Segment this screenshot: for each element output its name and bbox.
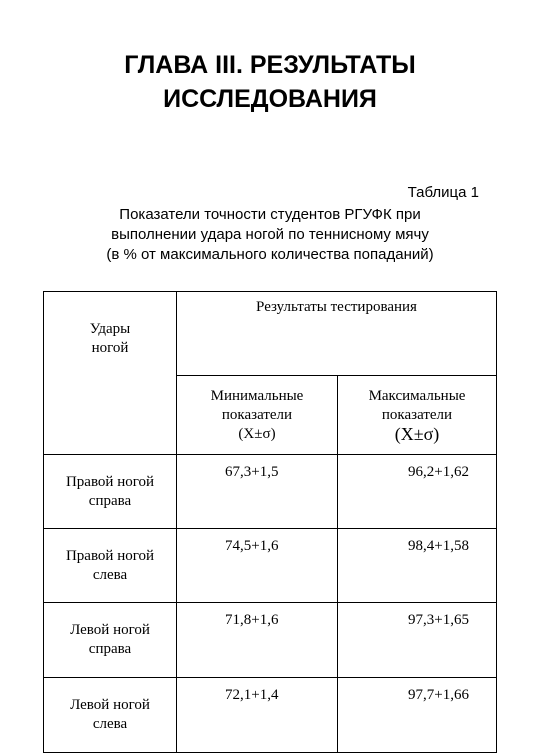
- header-min-line3: (Х±σ): [238, 425, 276, 442]
- table-row: [44, 678, 497, 753]
- table-caption: [60, 205, 480, 265]
- table-caption-line1: Показатели точности студентов РГУФК при: [119, 206, 421, 223]
- row-label-line1: Правой ногой: [65, 473, 155, 490]
- table-caption-line3: (в % от максимального количества попаданий): [106, 246, 434, 263]
- row-label-line1: Правой ногой: [65, 547, 155, 564]
- row-label: [44, 529, 177, 603]
- cell-min: 74,5+1,6: [177, 529, 338, 603]
- cell-max: 98,4+1,58: [338, 529, 497, 603]
- cell-max: 97,7+1,66: [338, 678, 497, 753]
- cell-min: 71,8+1,6: [177, 603, 338, 678]
- row-label-line2: слева: [92, 566, 128, 583]
- cell-min: 67,3+1,5: [177, 455, 338, 529]
- row-label-line1: Левой ногой: [70, 697, 150, 713]
- header-min-line1: Минимальные: [210, 387, 304, 404]
- header-min-line2: показатели: [221, 406, 293, 423]
- table-row: [44, 603, 497, 678]
- chapter-title-line1: ГЛАВА III. РЕЗУЛЬТАТЫ: [124, 51, 416, 79]
- row-label: [44, 678, 177, 753]
- row-label-line2: справа: [88, 492, 132, 509]
- header-udary-line2: ногой: [91, 340, 129, 356]
- header-results: Результаты тестирования: [177, 292, 497, 376]
- table-caption-line2: выполнении удара ногой по теннисному мячу: [111, 226, 429, 243]
- header-min: [177, 376, 338, 455]
- cell-max: 97,3+1,65: [338, 603, 497, 678]
- table-row: [44, 455, 497, 529]
- row-label: [44, 603, 177, 678]
- row-label: [44, 455, 177, 529]
- row-label-line2: слева: [92, 716, 128, 732]
- row-label-line2: справа: [88, 641, 132, 657]
- header-max: [338, 376, 497, 455]
- results-table: [43, 291, 497, 753]
- header-max-line1: Максимальные: [368, 387, 466, 404]
- chapter-title-line2: ИССЛЕДОВАНИЯ: [163, 85, 377, 113]
- header-udary: [44, 292, 177, 455]
- header-udary-line1: Удары: [89, 321, 131, 337]
- chapter-title: [0, 48, 540, 116]
- cell-max: 96,2+1,62: [338, 455, 497, 529]
- cell-min: 72,1+1,4: [177, 678, 338, 753]
- row-label-line1: Левой ногой: [70, 622, 150, 638]
- header-max-line2: показатели: [381, 406, 453, 423]
- table-label: Таблица 1: [407, 184, 479, 201]
- header-max-line3: (Х±σ): [394, 423, 440, 444]
- table-row: [44, 529, 497, 603]
